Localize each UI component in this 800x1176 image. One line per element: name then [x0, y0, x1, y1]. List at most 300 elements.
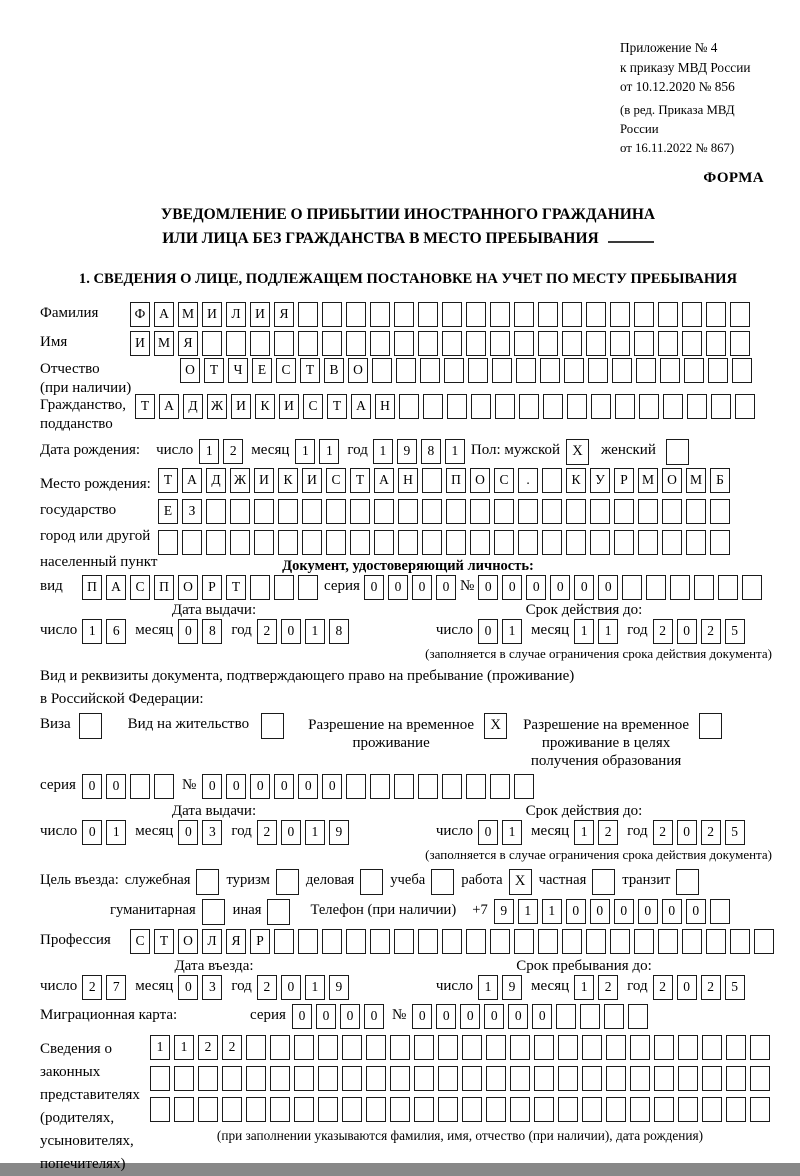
char-cell[interactable]: Т — [204, 358, 224, 383]
char-cell[interactable]: А — [374, 468, 394, 493]
char-cell[interactable]: 9 — [494, 899, 514, 924]
char-cell[interactable] — [390, 1066, 410, 1091]
char-cell[interactable]: 0 — [364, 575, 384, 600]
char-cell[interactable] — [302, 530, 322, 555]
char-cell[interactable]: 0 — [364, 1004, 384, 1029]
char-cell[interactable]: 0 — [532, 1004, 552, 1029]
char-cell[interactable] — [518, 499, 538, 524]
char-cell[interactable]: 0 — [388, 575, 408, 600]
char-cell[interactable] — [274, 331, 294, 356]
char-cell[interactable]: А — [159, 394, 179, 419]
entry-year-boxes[interactable] — [257, 975, 349, 1000]
char-cell[interactable] — [590, 530, 610, 555]
char-cell[interactable] — [582, 1066, 602, 1091]
char-cell[interactable]: С — [130, 929, 150, 954]
char-cell[interactable] — [398, 530, 418, 555]
char-cell[interactable]: 0 — [292, 1004, 312, 1029]
expiry-month-boxes[interactable] — [574, 820, 618, 845]
char-cell[interactable]: 2 — [701, 975, 721, 1000]
char-cell[interactable] — [706, 929, 726, 954]
char-cell[interactable] — [414, 1035, 434, 1060]
char-cell[interactable]: Р — [614, 468, 634, 493]
representatives-line1[interactable] — [150, 1035, 770, 1060]
char-cell[interactable]: Н — [398, 468, 418, 493]
char-cell[interactable] — [663, 394, 683, 419]
char-cell[interactable] — [735, 394, 755, 419]
char-cell[interactable] — [442, 929, 462, 954]
char-cell[interactable] — [374, 530, 394, 555]
char-cell[interactable] — [158, 530, 178, 555]
char-cell[interactable]: 1 — [502, 820, 522, 845]
char-cell[interactable] — [294, 1035, 314, 1060]
char-cell[interactable] — [390, 1035, 410, 1060]
char-cell[interactable]: П — [446, 468, 466, 493]
char-cell[interactable] — [543, 394, 563, 419]
char-cell[interactable] — [302, 499, 322, 524]
phone-boxes[interactable] — [494, 899, 730, 924]
char-cell[interactable] — [678, 1097, 698, 1122]
char-cell[interactable]: 0 — [526, 575, 546, 600]
char-cell[interactable] — [198, 1066, 218, 1091]
char-cell[interactable] — [586, 302, 606, 327]
char-cell[interactable] — [438, 1097, 458, 1122]
char-cell[interactable] — [346, 774, 366, 799]
char-cell[interactable]: Т — [135, 394, 155, 419]
char-cell[interactable]: 2 — [701, 619, 721, 644]
char-cell[interactable] — [222, 1097, 242, 1122]
char-cell[interactable]: 0 — [202, 774, 222, 799]
char-cell[interactable] — [662, 530, 682, 555]
char-cell[interactable] — [658, 929, 678, 954]
char-cell[interactable]: 1 — [199, 439, 219, 464]
char-cell[interactable]: К — [255, 394, 275, 419]
char-cell[interactable]: Д — [206, 468, 226, 493]
char-cell[interactable] — [274, 929, 294, 954]
char-cell[interactable] — [150, 1066, 170, 1091]
char-cell[interactable]: 2 — [653, 975, 673, 1000]
char-cell[interactable] — [442, 331, 462, 356]
issue-day-boxes[interactable] — [82, 619, 126, 644]
char-cell[interactable] — [374, 499, 394, 524]
char-cell[interactable] — [490, 302, 510, 327]
char-cell[interactable] — [346, 929, 366, 954]
char-cell[interactable]: 5 — [725, 619, 745, 644]
char-cell[interactable]: Т — [226, 575, 246, 600]
char-cell[interactable]: С — [130, 575, 150, 600]
char-cell[interactable] — [658, 302, 678, 327]
tourism-checkbox[interactable] — [276, 869, 299, 895]
expiry-month-boxes[interactable] — [574, 619, 618, 644]
humanitarian-checkbox[interactable] — [202, 899, 225, 925]
char-cell[interactable]: П — [82, 575, 102, 600]
citizenship-boxes[interactable] — [135, 394, 755, 419]
char-cell[interactable]: 1 — [518, 899, 538, 924]
char-cell[interactable]: 1 — [542, 899, 562, 924]
char-cell[interactable] — [390, 1097, 410, 1122]
char-cell[interactable] — [471, 394, 491, 419]
char-cell[interactable] — [278, 499, 298, 524]
char-cell[interactable] — [250, 331, 270, 356]
expiry-day-boxes[interactable] — [478, 820, 522, 845]
char-cell[interactable] — [654, 1035, 674, 1060]
char-cell[interactable] — [150, 1097, 170, 1122]
char-cell[interactable]: 1 — [574, 975, 594, 1000]
char-cell[interactable] — [582, 1035, 602, 1060]
char-cell[interactable]: И — [130, 331, 150, 356]
char-cell[interactable] — [423, 394, 443, 419]
char-cell[interactable] — [658, 331, 678, 356]
char-cell[interactable] — [394, 929, 414, 954]
char-cell[interactable] — [198, 1097, 218, 1122]
char-cell[interactable]: 2 — [223, 439, 243, 464]
char-cell[interactable]: 2 — [257, 820, 277, 845]
char-cell[interactable]: 0 — [614, 899, 634, 924]
char-cell[interactable] — [614, 530, 634, 555]
char-cell[interactable]: 2 — [222, 1035, 242, 1060]
until-day-boxes[interactable] — [478, 975, 522, 1000]
char-cell[interactable] — [582, 1097, 602, 1122]
char-cell[interactable]: Д — [183, 394, 203, 419]
official-checkbox[interactable] — [196, 869, 219, 895]
char-cell[interactable]: 2 — [598, 820, 618, 845]
char-cell[interactable] — [750, 1066, 770, 1091]
char-cell[interactable] — [614, 499, 634, 524]
char-cell[interactable] — [318, 1066, 338, 1091]
char-cell[interactable] — [606, 1035, 626, 1060]
char-cell[interactable]: 2 — [198, 1035, 218, 1060]
char-cell[interactable]: 0 — [436, 1004, 456, 1029]
char-cell[interactable]: 1 — [598, 619, 618, 644]
char-cell[interactable] — [298, 302, 318, 327]
char-cell[interactable]: Я — [226, 929, 246, 954]
char-cell[interactable] — [230, 499, 250, 524]
char-cell[interactable] — [486, 1097, 506, 1122]
char-cell[interactable] — [706, 302, 726, 327]
study-checkbox[interactable] — [431, 869, 454, 895]
char-cell[interactable] — [519, 394, 539, 419]
char-cell[interactable] — [350, 530, 370, 555]
char-cell[interactable]: 0 — [478, 575, 498, 600]
residence-permit-checkbox[interactable] — [261, 713, 284, 739]
char-cell[interactable] — [462, 1066, 482, 1091]
char-cell[interactable] — [702, 1066, 722, 1091]
char-cell[interactable] — [490, 331, 510, 356]
char-cell[interactable] — [726, 1066, 746, 1091]
char-cell[interactable] — [542, 499, 562, 524]
char-cell[interactable] — [174, 1066, 194, 1091]
char-cell[interactable] — [514, 929, 534, 954]
char-cell[interactable] — [670, 575, 690, 600]
char-cell[interactable]: 8 — [329, 619, 349, 644]
char-cell[interactable] — [710, 899, 730, 924]
char-cell[interactable] — [442, 774, 462, 799]
char-cell[interactable] — [322, 331, 342, 356]
char-cell[interactable]: 1 — [295, 439, 315, 464]
char-cell[interactable]: Р — [202, 575, 222, 600]
char-cell[interactable] — [342, 1066, 362, 1091]
doc-number-boxes[interactable] — [478, 575, 762, 600]
char-cell[interactable] — [278, 530, 298, 555]
char-cell[interactable]: Б — [710, 468, 730, 493]
birth-year-boxes[interactable] — [373, 439, 465, 464]
char-cell[interactable]: 0 — [412, 575, 432, 600]
char-cell[interactable]: И — [279, 394, 299, 419]
char-cell[interactable] — [230, 530, 250, 555]
char-cell[interactable] — [226, 331, 246, 356]
char-cell[interactable]: Я — [178, 331, 198, 356]
char-cell[interactable] — [495, 394, 515, 419]
char-cell[interactable]: 0 — [574, 575, 594, 600]
char-cell[interactable]: 0 — [677, 975, 697, 1000]
char-cell[interactable] — [610, 929, 630, 954]
char-cell[interactable] — [466, 302, 486, 327]
char-cell[interactable]: М — [154, 331, 174, 356]
char-cell[interactable] — [274, 575, 294, 600]
char-cell[interactable] — [660, 358, 680, 383]
birth-place-line1[interactable] — [158, 468, 730, 493]
stay-series-boxes[interactable] — [82, 774, 174, 799]
char-cell[interactable]: 0 — [340, 1004, 360, 1029]
char-cell[interactable] — [490, 929, 510, 954]
char-cell[interactable] — [706, 331, 726, 356]
char-cell[interactable]: И — [254, 468, 274, 493]
char-cell[interactable] — [466, 929, 486, 954]
char-cell[interactable]: Т — [158, 468, 178, 493]
char-cell[interactable]: 3 — [202, 975, 222, 1000]
char-cell[interactable] — [558, 1035, 578, 1060]
female-checkbox[interactable] — [666, 439, 689, 465]
char-cell[interactable] — [562, 929, 582, 954]
migration-number-boxes[interactable] — [412, 1004, 648, 1029]
char-cell[interactable] — [174, 1097, 194, 1122]
representatives-line3[interactable] — [150, 1097, 770, 1122]
char-cell[interactable] — [326, 499, 346, 524]
char-cell[interactable] — [590, 499, 610, 524]
char-cell[interactable] — [710, 499, 730, 524]
char-cell[interactable]: 1 — [574, 820, 594, 845]
char-cell[interactable]: 1 — [305, 975, 325, 1000]
char-cell[interactable] — [246, 1035, 266, 1060]
char-cell[interactable] — [206, 530, 226, 555]
temp-residence-education-checkbox[interactable] — [699, 713, 722, 739]
char-cell[interactable] — [630, 1035, 650, 1060]
char-cell[interactable]: В — [324, 358, 344, 383]
char-cell[interactable] — [486, 1035, 506, 1060]
char-cell[interactable] — [420, 358, 440, 383]
char-cell[interactable]: 0 — [662, 899, 682, 924]
char-cell[interactable]: С — [326, 468, 346, 493]
transit-checkbox[interactable] — [676, 869, 699, 895]
char-cell[interactable] — [492, 358, 512, 383]
char-cell[interactable] — [742, 575, 762, 600]
char-cell[interactable] — [558, 1066, 578, 1091]
char-cell[interactable] — [564, 358, 584, 383]
char-cell[interactable] — [586, 929, 606, 954]
char-cell[interactable] — [154, 774, 174, 799]
char-cell[interactable]: 7 — [106, 975, 126, 1000]
char-cell[interactable] — [750, 1097, 770, 1122]
char-cell[interactable]: М — [638, 468, 658, 493]
char-cell[interactable] — [399, 394, 419, 419]
doc-kind-boxes[interactable] — [82, 575, 318, 600]
char-cell[interactable] — [682, 331, 702, 356]
char-cell[interactable]: М — [178, 302, 198, 327]
char-cell[interactable]: 0 — [566, 899, 586, 924]
char-cell[interactable]: 1 — [305, 619, 325, 644]
char-cell[interactable]: 0 — [502, 575, 522, 600]
char-cell[interactable] — [396, 358, 416, 383]
char-cell[interactable] — [246, 1097, 266, 1122]
char-cell[interactable]: 0 — [250, 774, 270, 799]
char-cell[interactable] — [270, 1035, 290, 1060]
char-cell[interactable]: 0 — [686, 899, 706, 924]
char-cell[interactable] — [556, 1004, 576, 1029]
char-cell[interactable] — [562, 331, 582, 356]
char-cell[interactable] — [708, 358, 728, 383]
char-cell[interactable] — [538, 302, 558, 327]
char-cell[interactable] — [534, 1066, 554, 1091]
char-cell[interactable]: 1 — [174, 1035, 194, 1060]
char-cell[interactable] — [486, 1066, 506, 1091]
doc-series-boxes[interactable] — [364, 575, 456, 600]
char-cell[interactable]: О — [470, 468, 490, 493]
char-cell[interactable]: 2 — [82, 975, 102, 1000]
until-year-boxes[interactable] — [653, 975, 745, 1000]
char-cell[interactable]: К — [566, 468, 586, 493]
male-checkbox[interactable]: X — [566, 439, 589, 465]
char-cell[interactable]: 0 — [281, 820, 301, 845]
char-cell[interactable] — [342, 1035, 362, 1060]
char-cell[interactable] — [622, 575, 642, 600]
char-cell[interactable]: О — [178, 929, 198, 954]
char-cell[interactable]: 9 — [329, 820, 349, 845]
char-cell[interactable]: 5 — [725, 975, 745, 1000]
char-cell[interactable]: 0 — [677, 820, 697, 845]
char-cell[interactable] — [182, 530, 202, 555]
char-cell[interactable]: 0 — [436, 575, 456, 600]
char-cell[interactable]: О — [178, 575, 198, 600]
char-cell[interactable]: 1 — [150, 1035, 170, 1060]
char-cell[interactable] — [398, 499, 418, 524]
char-cell[interactable]: 0 — [106, 774, 126, 799]
char-cell[interactable] — [684, 358, 704, 383]
expiry-year-boxes[interactable] — [653, 619, 745, 644]
char-cell[interactable] — [634, 331, 654, 356]
char-cell[interactable] — [538, 929, 558, 954]
char-cell[interactable] — [346, 302, 366, 327]
char-cell[interactable] — [662, 499, 682, 524]
char-cell[interactable]: Л — [202, 929, 222, 954]
char-cell[interactable] — [534, 1097, 554, 1122]
char-cell[interactable] — [542, 530, 562, 555]
char-cell[interactable] — [490, 774, 510, 799]
char-cell[interactable] — [422, 468, 442, 493]
char-cell[interactable]: А — [106, 575, 126, 600]
issue-day-boxes[interactable] — [82, 820, 126, 845]
char-cell[interactable]: З — [182, 499, 202, 524]
char-cell[interactable] — [446, 499, 466, 524]
char-cell[interactable]: 0 — [508, 1004, 528, 1029]
char-cell[interactable]: 0 — [478, 820, 498, 845]
birth-month-boxes[interactable] — [295, 439, 339, 464]
char-cell[interactable]: 0 — [298, 774, 318, 799]
migration-series-boxes[interactable] — [292, 1004, 384, 1029]
char-cell[interactable] — [394, 774, 414, 799]
stay-number-boxes[interactable] — [202, 774, 534, 799]
char-cell[interactable]: 0 — [281, 619, 301, 644]
char-cell[interactable]: Е — [252, 358, 272, 383]
char-cell[interactable]: 0 — [274, 774, 294, 799]
char-cell[interactable] — [206, 499, 226, 524]
given-name-boxes[interactable] — [130, 331, 750, 356]
char-cell[interactable]: 1 — [478, 975, 498, 1000]
char-cell[interactable] — [726, 1035, 746, 1060]
char-cell[interactable] — [566, 530, 586, 555]
char-cell[interactable]: 0 — [226, 774, 246, 799]
char-cell[interactable] — [702, 1035, 722, 1060]
char-cell[interactable]: 1 — [574, 619, 594, 644]
issue-year-boxes[interactable] — [257, 820, 349, 845]
temp-residence-checkbox[interactable]: X — [484, 713, 507, 739]
char-cell[interactable]: И — [231, 394, 251, 419]
surname-boxes[interactable] — [130, 302, 750, 327]
char-cell[interactable]: 0 — [677, 619, 697, 644]
char-cell[interactable]: 0 — [178, 619, 198, 644]
char-cell[interactable] — [730, 302, 750, 327]
char-cell[interactable]: 0 — [638, 899, 658, 924]
char-cell[interactable] — [370, 302, 390, 327]
char-cell[interactable] — [687, 394, 707, 419]
char-cell[interactable]: 0 — [281, 975, 301, 1000]
char-cell[interactable] — [270, 1066, 290, 1091]
char-cell[interactable]: Ч — [228, 358, 248, 383]
char-cell[interactable] — [447, 394, 467, 419]
char-cell[interactable] — [346, 331, 366, 356]
char-cell[interactable] — [414, 1097, 434, 1122]
char-cell[interactable] — [514, 302, 534, 327]
char-cell[interactable] — [630, 1097, 650, 1122]
char-cell[interactable] — [366, 1097, 386, 1122]
char-cell[interactable]: 1 — [106, 820, 126, 845]
char-cell[interactable] — [750, 1035, 770, 1060]
issue-month-boxes[interactable] — [178, 619, 222, 644]
representatives-line2[interactable] — [150, 1066, 770, 1091]
char-cell[interactable] — [422, 499, 442, 524]
profession-boxes[interactable] — [130, 929, 774, 954]
char-cell[interactable] — [591, 394, 611, 419]
char-cell[interactable] — [638, 530, 658, 555]
char-cell[interactable] — [606, 1097, 626, 1122]
char-cell[interactable] — [438, 1066, 458, 1091]
char-cell[interactable] — [694, 575, 714, 600]
char-cell[interactable] — [446, 530, 466, 555]
char-cell[interactable] — [202, 331, 222, 356]
char-cell[interactable] — [732, 358, 752, 383]
char-cell[interactable] — [718, 575, 738, 600]
entry-month-boxes[interactable] — [178, 975, 222, 1000]
char-cell[interactable]: И — [250, 302, 270, 327]
char-cell[interactable] — [542, 468, 562, 493]
char-cell[interactable]: М — [686, 468, 706, 493]
char-cell[interactable] — [639, 394, 659, 419]
char-cell[interactable]: 8 — [202, 619, 222, 644]
char-cell[interactable] — [538, 331, 558, 356]
char-cell[interactable] — [270, 1097, 290, 1122]
char-cell[interactable] — [610, 302, 630, 327]
char-cell[interactable] — [510, 1097, 530, 1122]
char-cell[interactable]: А — [182, 468, 202, 493]
char-cell[interactable] — [370, 929, 390, 954]
